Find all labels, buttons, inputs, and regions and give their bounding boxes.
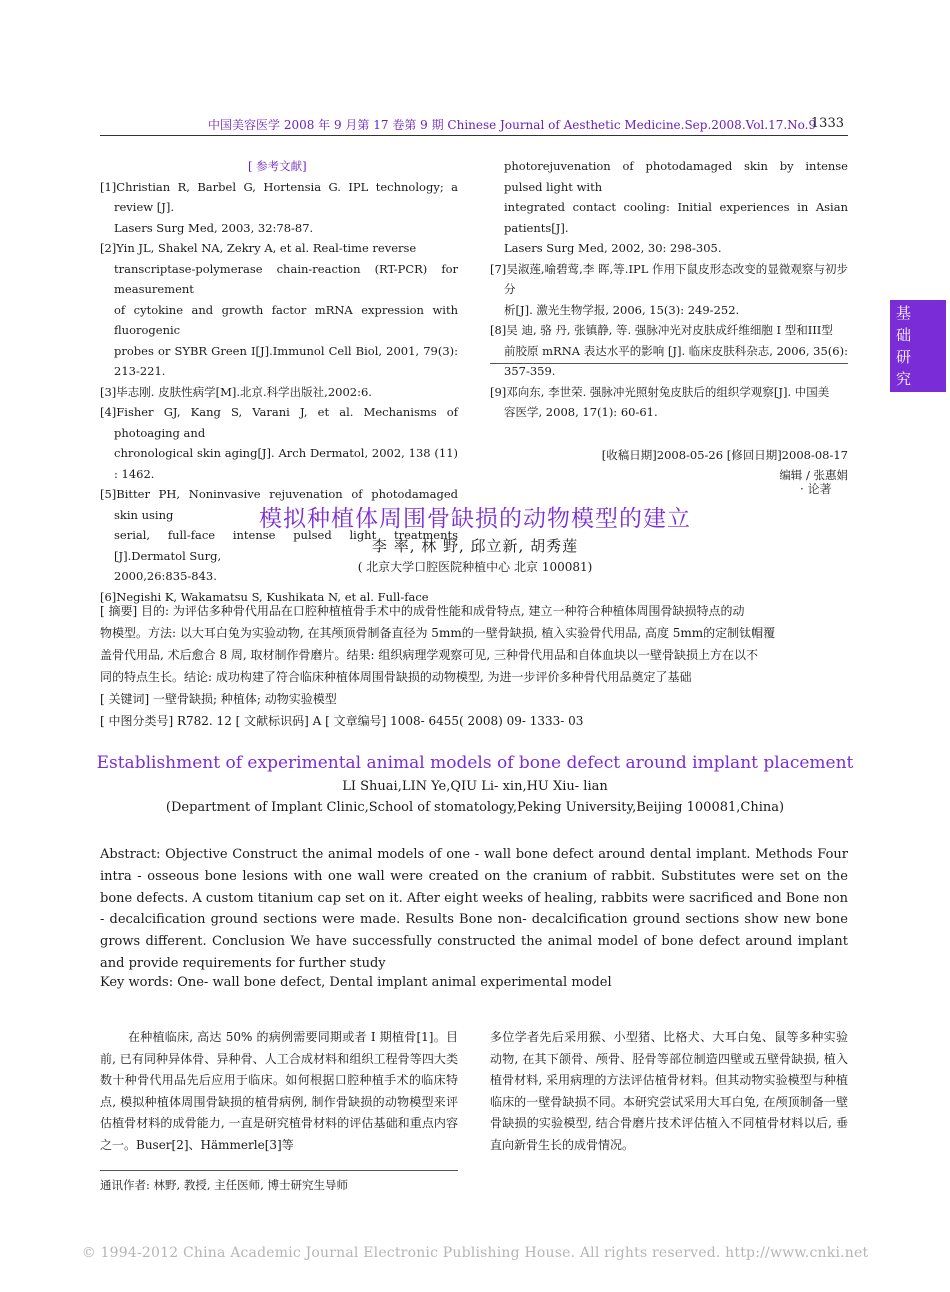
side-tab-char: 础	[896, 326, 912, 344]
references-heading: [ 参考文献]	[248, 159, 307, 173]
abstract-cn-line: 物模型。方法: 以大耳白兔为实验动物, 在其颅顶骨制备直径为 5mm的一壁骨缺损, 植入实验骨代用品, 高度 5mm的定制钛帽覆	[100, 626, 776, 640]
authors-en: LI Shuai,LIN Ye,QIU Li- xin,HU Xiu- lian	[342, 779, 608, 794]
page-number: 1333	[810, 116, 844, 131]
reference-6-continuation	[490, 156, 848, 259]
footnote-rule	[100, 1170, 458, 1171]
reference-continuation: transcriptase-polymerase chain-reaction (RT-PCR) for measurement	[114, 261, 458, 296]
affiliation-en: (Department of Implant Clinic,School of stomatology,Peking University,Beijing 100081,China)	[165, 800, 785, 815]
journal-line: 中国美容医学 2008 年 9 月第 17 卷第 9 期 Chinese Journal of Aesthetic Medicine.Sep.2008.Vol.17.No.9	[208, 118, 817, 132]
received-dates: [收稿日期]2008-05-26 [修回日期]2008-08-17	[601, 447, 848, 462]
reference-entry: [9]邓向东, 李世荣. 强脉冲光照射兔皮肤后的组织学观察[J]. 中国美	[490, 384, 830, 399]
reference-entry: [3]毕志刚. 皮肤性病学[M].北京.科学出版社,2002:6.	[100, 384, 372, 399]
reference-continuation: serial, full-face intense pulsed light treatments [J].Dermatol Surg,	[114, 528, 458, 563]
reference-continuation: chronological skin aging[J]. Arch Dermatol, 2002, 138 (11) : 1462.	[114, 446, 458, 481]
abstract-en: Abstract: Objective Construct the animal models of one - wall bone defect around dental implant. Methods Four intra - osseous bone lesions with one wall were created on the cranium of rabbit. Substitutes were set on the bone defects. A custom titanium cap set on it. After eight weeks of healing, rabbits were sacrificed and Bone non - decalcification ground sections were made. Results Bone non- decalcification ground sections show new bone grows different. Conclusion We have successfully constructed the animal model of bone defect around implant and provide requirements for further study	[100, 847, 848, 971]
side-tab-char: 研	[896, 348, 912, 366]
body-text-right: 多位学者先后采用猴、小型猪、比格犬、大耳白兔、鼠等多种实验动物, 在其下颌骨、颅骨、胫骨等部位制造四壁或五壁骨缺损, 植入植骨材料, 采用病理的方法评估植骨材料。但其动物实验模型与种植临床的一壁骨缺损不同。本研究尝试采用大耳白兔, 在颅顶制备一壁骨缺损的实验模型, 结合骨磨片技术评估植入不同植骨材料以后, 垂直向新骨生长的成骨情况。	[490, 1030, 848, 1152]
reference-entry: [5]Bitter PH, Noninvasive rejuvenation of photodamaged skin using	[100, 487, 458, 522]
reference-continuation: photorejuvenation of photodamaged skin by intense pulsed light with	[504, 159, 848, 194]
corresponding-author-footnote: 通讯作者: 林野, 教授, 主任医师, 博士研究生导师	[100, 1178, 348, 1192]
authors-cn: 李 率, 林 野, 邱立新, 胡秀莲	[371, 537, 579, 555]
reference-entry: [6]Negishi K, Wakamatsu S, Kushikata N, et al. Full-face	[100, 589, 429, 604]
reference-entry: [8]吴 迪, 骆 丹, 张镇静, 等. 强脉冲光对皮肤成纤维细胞 I 型和III型	[490, 323, 833, 337]
reference-continuation: 前胶原 mRNA 表达水平的影响 [J]. 临床皮肤科杂志, 2006, 35(6):	[504, 343, 848, 358]
reference-continuation: 容医学, 2008, 17(1): 60-61.	[504, 405, 658, 419]
references-list-right	[490, 259, 848, 423]
side-tab-char: 究	[896, 370, 912, 388]
reference-continuation: of cytokine and growth factor mRNA expression with fluorogenic	[114, 302, 458, 337]
abstract-cn-line: 盖骨代用品, 术后愈合 8 周, 取材制作骨磨片。结果: 组织病理学观察可见, 三种骨代用品和自体血块以一壁骨缺损上方在以不	[100, 648, 759, 662]
keywords-cn: [ 关键词] 一壁骨缺损; 种植体; 动物实验模型	[100, 692, 337, 706]
reference-entry: [2]Yin JL, Shakel NA, Zekry A, et al. Real-time reverse	[100, 241, 417, 255]
reference-continuation: integrated contact cooling: Initial experiences in Asian patients[J].	[504, 200, 848, 235]
references-end-rule	[490, 363, 848, 364]
classification-line: [ 中图分类号] R782. 12 [ 文献标识码] A [ 文章编号] 1008- 6455( 2008) 09- 1333- 03	[100, 714, 584, 728]
body-text-left: 在种植临床, 高达 50% 的病例需要同期或者 I 期植骨[1]。目前, 已有同种异体骨、异种骨、人工合成材料和组织工程骨等四大类数十种骨代用品先后应用于临床。如何根据口腔种植手术的临床特点, 模拟种植体周围骨缺损的植骨病例, 制作骨缺损的动物模型来评估植骨材料的成骨能力, 一直是研究植骨材料的评估基础和重点内容之一。Buser[2]、Hämmerle[3]等	[100, 1030, 458, 1152]
reference-entry: [1]Christian R, Barbel G, Hortensia G. IPL technology; a review [J].	[100, 179, 458, 214]
section-side-tab	[890, 300, 946, 392]
affiliation-cn: ( 北京大学口腔医院种植中心 北京 100081)	[357, 560, 593, 574]
section-tag: · 论著	[800, 482, 832, 496]
abstract-cn	[100, 600, 848, 732]
side-tab-char: 基	[896, 304, 912, 322]
reference-continuation: Lasers Surg Med, 2002, 30: 298-305.	[504, 241, 722, 255]
reference-entry: [4]Fisher GJ, Kang S, Varani J, et al. Mechanisms of photoaging and	[100, 405, 458, 440]
reference-continuation: 357-359.	[504, 364, 556, 378]
copyright-watermark: © 1994-2012 China Academic Journal Electronic Publishing House. All rights reserved. http://www.cnki.net	[81, 1245, 869, 1261]
references-right-column	[490, 156, 848, 485]
abstract-cn-line: 同的特点生长。结论: 成功构建了符合临床种植体周围骨缺损的动物模型, 为进一步评价多种骨代用品奠定了基础	[100, 670, 692, 684]
abstract-cn-line: [ 摘要] 目的: 为评估多种骨代用品在口腔种植植骨手术中的成骨性能和成骨特点, 建立一种符合种植体周围骨缺损特点的动	[100, 604, 745, 618]
reference-continuation: Lasers Surg Med, 2003, 32:78-87.	[114, 220, 314, 235]
running-header	[100, 114, 848, 136]
editor-line: 编辑 / 张惠娟	[779, 467, 848, 482]
keywords-en: Key words: One- wall bone defect, Dental implant animal experimental model	[100, 975, 612, 990]
reference-continuation: 析[J]. 激光生物学报, 2006, 15(3): 249-252.	[504, 302, 740, 317]
reference-entry: [7]吴淑莲,喻碧莺,李 晖,等.IPL 作用下鼠皮形态改变的显微观察与初步分	[490, 261, 848, 296]
article-title-en: Establishment of experimental animal models of bone defect around implant placement	[96, 753, 854, 773]
reference-continuation: probes or SYBR Green I[J].Immunol Cell Biol, 2001, 79(3): 213-221.	[114, 343, 458, 378]
article-title-cn: 模拟种植体周围骨缺损的动物模型的建立	[259, 506, 691, 532]
reference-continuation: 2000,26:835-843.	[114, 569, 217, 583]
